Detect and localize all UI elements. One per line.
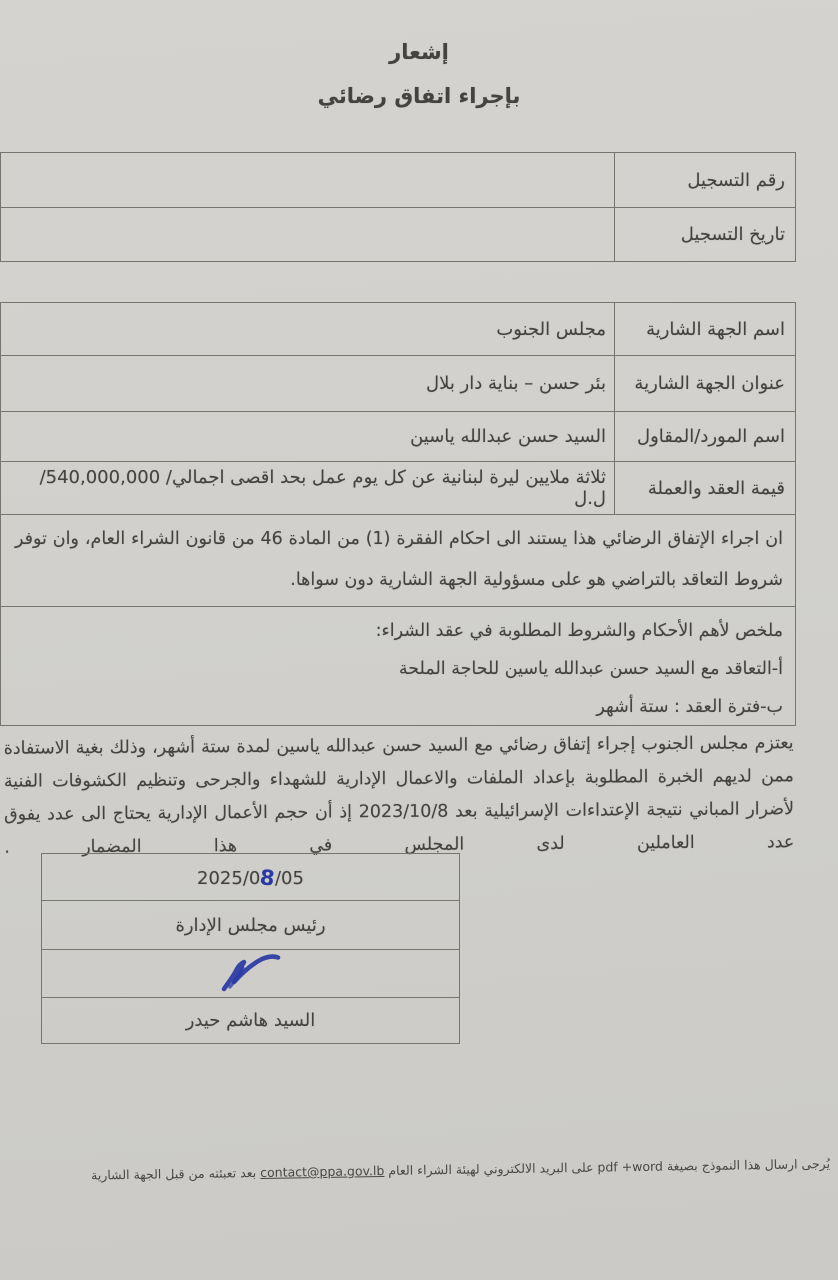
- buyer-address-value: بئر حسن – بناية دار بلال: [426, 373, 606, 394]
- table-row: [1, 461, 795, 514]
- legal-basis-note: ان اجراء الإتفاق الرضائي هذا يستند الى احكام الفقرة (1) من المادة 46 من قانون الشراء العام، وان توفر شروط التعاقد بالتراضي هو على مسؤولية الجهة الشارية دون سواها.: [15, 529, 783, 590]
- table-row: [1, 207, 795, 261]
- table-row: [1, 514, 795, 606]
- summary-item: أ-التعاقد مع السيد حسن عبدالله ياسين للحاجة الملحة: [398, 659, 783, 679]
- signature-cell: [42, 954, 459, 994]
- page-title: إشعار: [389, 40, 449, 64]
- signature-date: [42, 865, 459, 889]
- summary-heading: ملخص لأهم الأحكام والشروط المطلوبة في عقد الشراء:: [375, 621, 783, 641]
- signer-name: السيد هاشم حيدر: [185, 1010, 316, 1031]
- footer-text-after: بعد تعبئته من قبل الجهة الشارية: [90, 1165, 257, 1183]
- page-subtitle: بإجراء اتفاق رضائي: [317, 84, 521, 108]
- registration-date-value: [1, 208, 614, 261]
- table-row: [1, 303, 795, 355]
- registration-date-label: تاريخ التسجيل: [614, 208, 795, 261]
- signer-title: رئيس مجلس الإدارة: [175, 914, 326, 936]
- buyer-name-value: مجلس الجنوب: [496, 318, 606, 340]
- date-printed-suffix: /05: [274, 868, 304, 889]
- signature-table: [41, 853, 460, 1044]
- table-row: [1, 355, 795, 411]
- summary-item: ب-فترة العقد : ستة أشهر: [596, 697, 783, 717]
- contract-value-value: ثلاثة ملايين ليرة لبنانية عن كل يوم عمل بحد اقصى اجمالي/ 540,000,000/ ل.ل: [39, 467, 606, 509]
- supplier-name-label: اسم المورد/المقاول: [614, 412, 795, 461]
- summary-section: [336, 607, 795, 725]
- footer-note: [8, 1156, 830, 1184]
- table-row: [42, 854, 459, 900]
- contract-value-label: قيمة العقد والعملة: [614, 462, 795, 514]
- date-printed-prefix: 2025/0: [197, 868, 261, 889]
- table-row: [42, 900, 459, 949]
- supplier-name-value: السيد حسن عبدالله ياسين: [410, 426, 606, 447]
- registration-number-label: رقم التسجيل: [614, 153, 795, 207]
- table-row: [42, 997, 459, 1043]
- table-row: [1, 411, 795, 461]
- buyer-name-label: اسم الجهة الشارية: [614, 303, 795, 355]
- footer-file-format: pdf +word: [597, 1158, 664, 1175]
- footer-text-middle: على البريد الالكتروني لهيئة الشراء العام: [388, 1159, 594, 1178]
- signature-scribble-icon: [216, 954, 286, 994]
- body-paragraph: يعتزم مجلس الجنوب إجراء إتفاق رضائي مع السيد حسن عبدالله ياسين لمدة ستة أشهر، وذلك بغية الاستفادة ممن لديهم الخبرة المطلوبة بإعداد الملفات والاعمال الإدارية للشهداء والجرحى وتنظيم الكشوفات الفنية لأضرار المباني نتيجة الإعتداءات الإسرائيلية بعد 2023/10/8 إذ أن حجم الأعمال الإدارية يحتاج الى عدد يفوق عدد العاملين لدى المجلس في هذا المضمار .: [3, 733, 795, 858]
- registration-table: [0, 152, 796, 262]
- table-row: [1, 606, 795, 725]
- footer-email: contact@ppa.gov.lb: [260, 1163, 385, 1180]
- table-row: [1, 153, 795, 207]
- registration-number-value: [1, 153, 614, 207]
- buyer-address-label: عنوان الجهة الشارية: [614, 356, 795, 411]
- footer-text-before: يُرجى ارسال هذا النموذج بصيغة: [666, 1156, 831, 1174]
- table-row: [42, 949, 459, 997]
- details-table: [0, 302, 796, 726]
- handwritten-digit: 8: [258, 865, 277, 891]
